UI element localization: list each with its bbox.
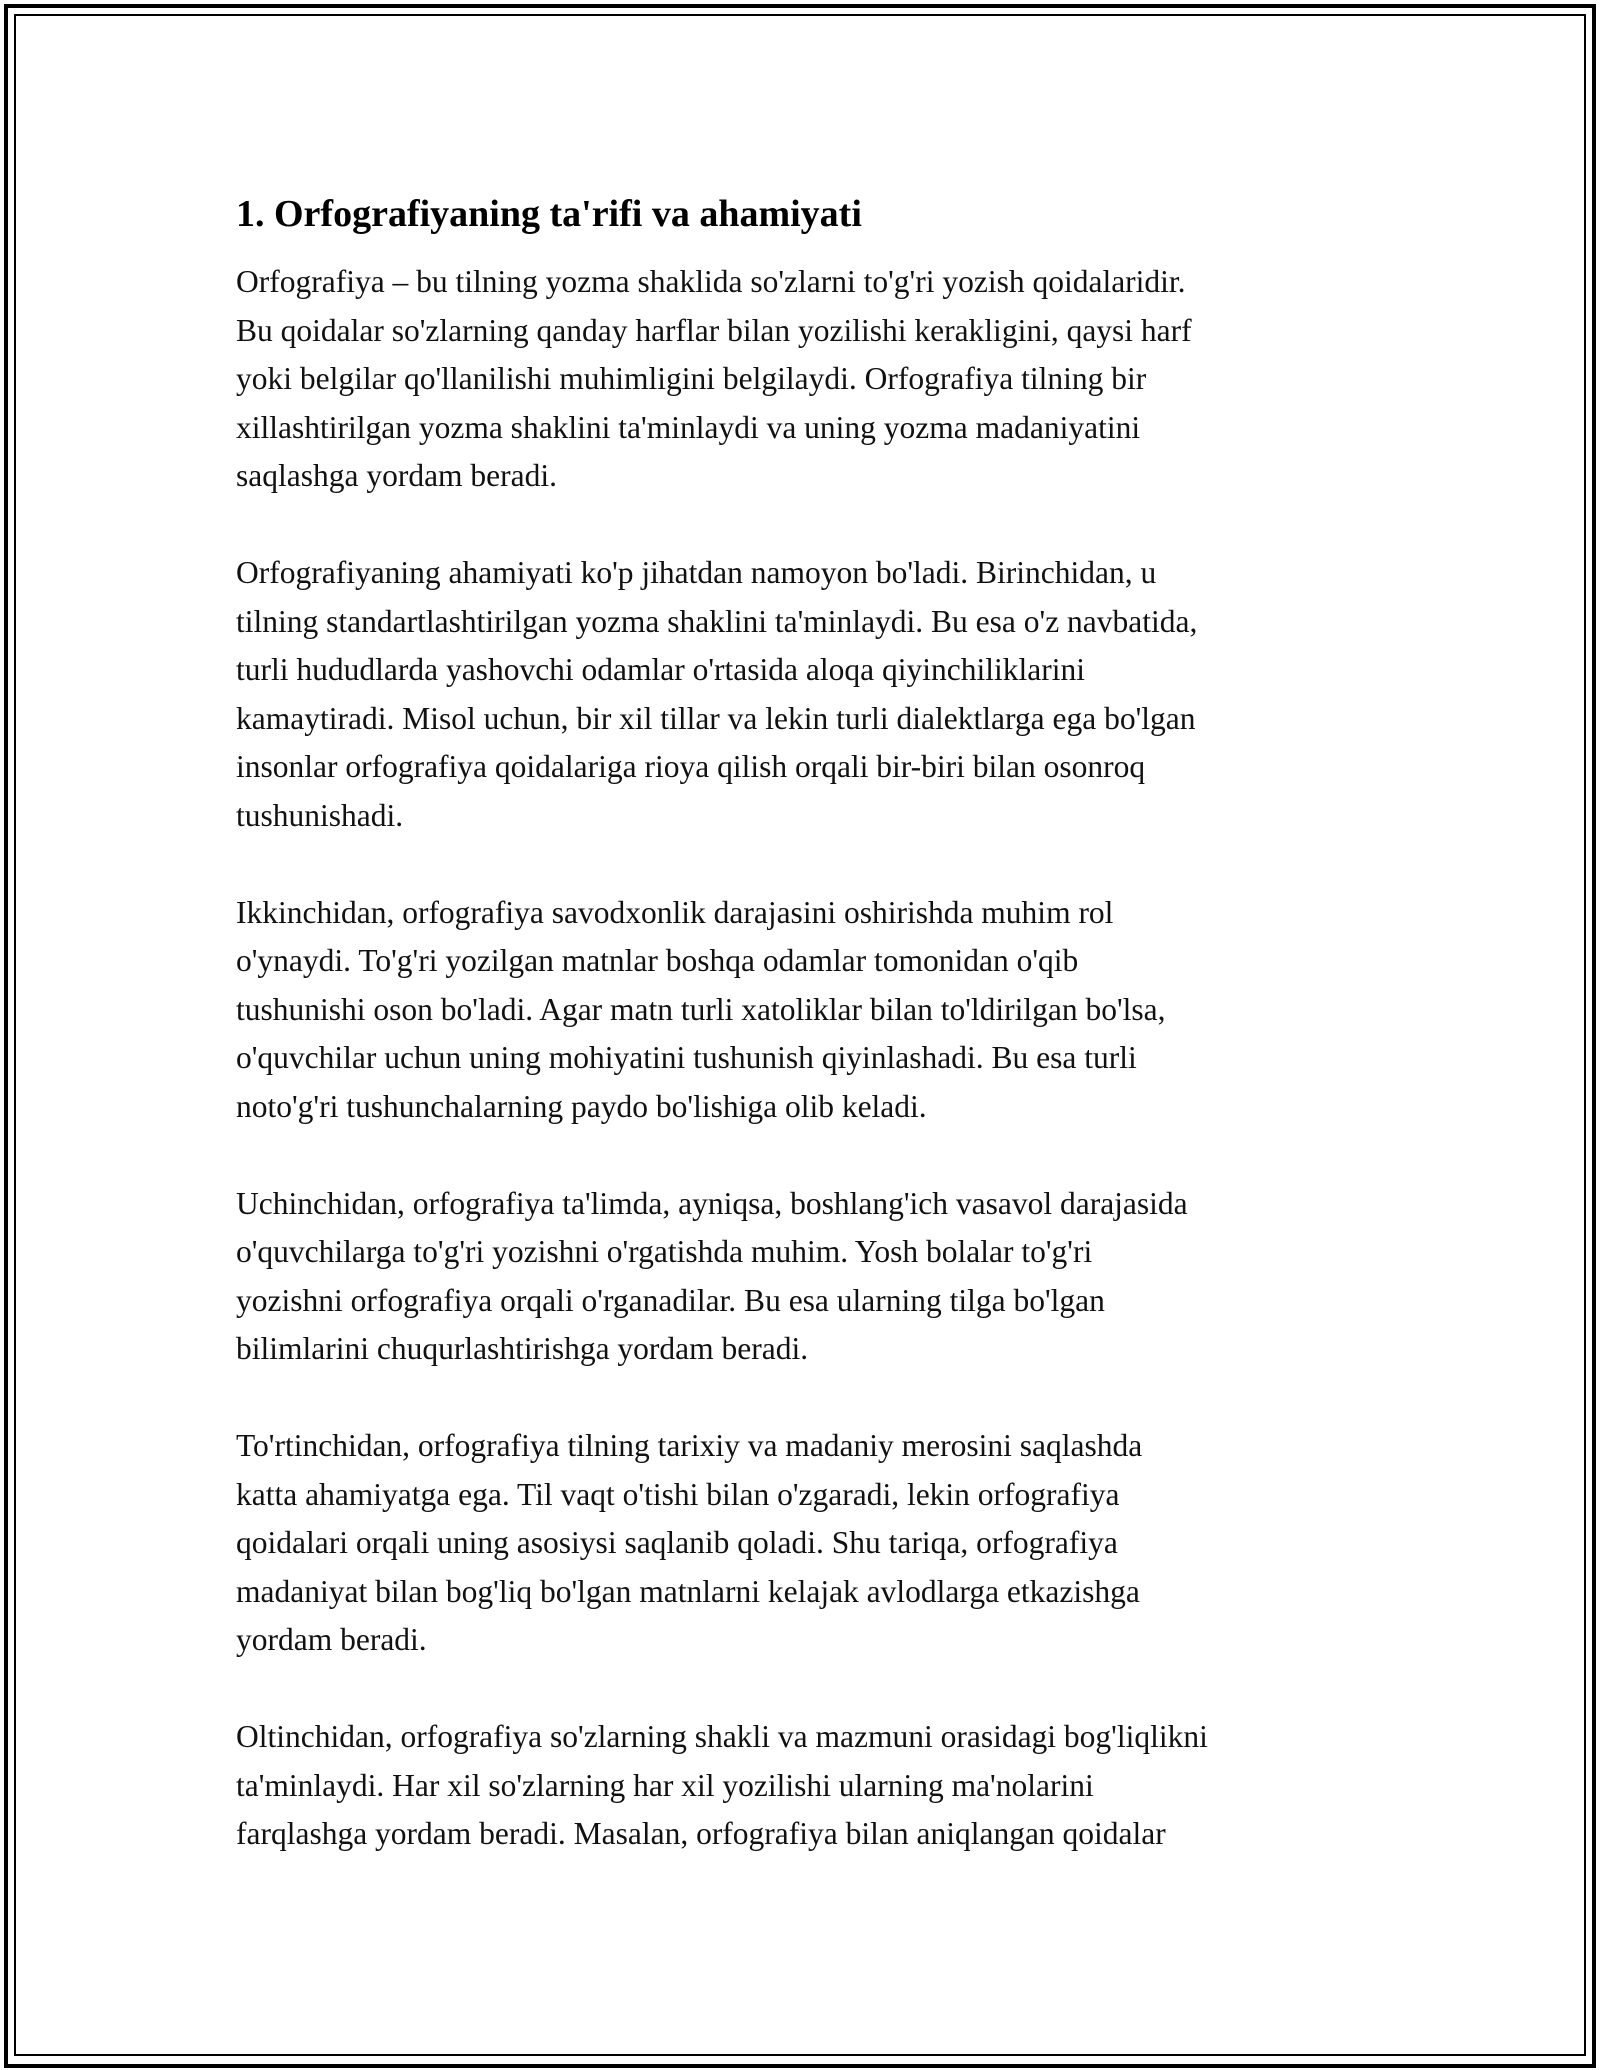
text-line: Orfografiya – bu tilning yozma shaklida so'zlarni to'g'ri yozish qoidalaridir. [236, 264, 1186, 299]
text-line: insonlar orfografiya qoidalariga rioya qilish orqali bir-biri bilan osonroq [236, 749, 1146, 784]
text-line: saqlashga yordam beradi. [236, 458, 558, 493]
document-body [236, 188, 1386, 1907]
text-line: xillashtirilgan yozma shaklini ta'minlaydi va uning yozma madaniyatini [236, 409, 1141, 445]
text-line: To'rtinchidan, orfografiya tilning tarixiy va madaniy merosini saqlashda [236, 1428, 1143, 1463]
text-line: Bu qoidalar so'zlarning qanday harflar bilan yozilishi kerakligini, qaysi harf [236, 312, 1192, 348]
text-line: o'quvchilar uchun uning mohiyatini tushunish qiyinlashadi. Bu esa turli [236, 1040, 1137, 1075]
text-line: yordam beradi. [236, 1622, 427, 1657]
paragraph-first-importance [236, 549, 1386, 840]
text-line: o'ynaydi. To'g'ri yozilgan matnlar boshqa odamlar tomonidan o'qib [236, 943, 1079, 978]
paragraph-fourth-importance [236, 1422, 1386, 1665]
text-line: tushunishadi. [236, 797, 404, 833]
text-line: tilning standartlashtirilgan yozma shaklini ta'minlaydi. Bu esa o'z navbatida, [236, 603, 1198, 639]
text-line: bilimlarini chuqurlashtirishga yordam beradi. [236, 1331, 809, 1366]
text-line: qoidalari orqali uning asosiysi saqlanib qoladi. Shu tariqa, orfografiya [236, 1525, 1118, 1560]
text-line: yoki belgilar qo'llanilishi muhimligini belgilaydi. Orfografiya tilning bir [236, 361, 1147, 396]
text-line: Orfografiyaning ahamiyati ko'p jihatdan namoyon bo'ladi. Birinchidan, u [236, 555, 1157, 590]
paragraph-second-importance [236, 889, 1386, 1132]
paragraph-sixth-importance [236, 1713, 1386, 1859]
text-line: noto'g'ri tushunchalarning paydo bo'lishiga olib keladi. [236, 1088, 927, 1124]
text-line: farqlashga yordam beradi. Masalan, orfografiya bilan aniqlangan qoidalar [236, 1816, 1166, 1851]
text-line: katta ahamiyatga ega. Til vaqt o'tishi bilan o'zgaradi, lekin orfografiya [236, 1476, 1120, 1512]
text-line: kamaytiradi. Misol uchun, bir xil tillar va lekin turli dialektlarga ega bo'lgan [236, 700, 1196, 736]
text-line: tushunishi oson bo'ladi. Agar matn turli xatoliklar bilan to'ldirilgan bo'lsa, [236, 991, 1166, 1027]
paragraph-definition [236, 258, 1386, 501]
text-line: o'quvchilarga to'g'ri yozishni o'rgatishda muhim. Yosh bolalar to'g'ri [236, 1234, 1093, 1269]
text-line: Oltinchidan, orfografiya so'zlarning shakli va mazmuni orasidagi bog'liqlikni [236, 1719, 1208, 1754]
text-line: madaniyat bilan bog'liq bo'lgan matnlarni kelajak avlodlarga etkazishga [236, 1573, 1140, 1609]
text-line: ta'minlaydi. Har xil so'zlarning har xil yozilishi ularning ma'nolarini [236, 1767, 1094, 1803]
paragraph-third-importance [236, 1180, 1386, 1374]
text-line: turli hududlarda yashovchi odamlar o'rtasida aloqa qiyinchiliklarini [236, 652, 1085, 687]
text-line: yozishni orfografiya orqali o'rganadilar. Bu esa ularning tilga bo'lgan [236, 1282, 1105, 1318]
section-heading: 1. Orfografiyaning ta'rifi va ahamiyati [236, 193, 862, 235]
text-line: Ikkinchidan, orfografiya savodxonlik darajasini oshirishda muhim rol [236, 894, 1114, 930]
text-line: Uchinchidan, orfografiya ta'limda, ayniqsa, boshlang'ich vasavol darajasida [236, 1185, 1188, 1221]
